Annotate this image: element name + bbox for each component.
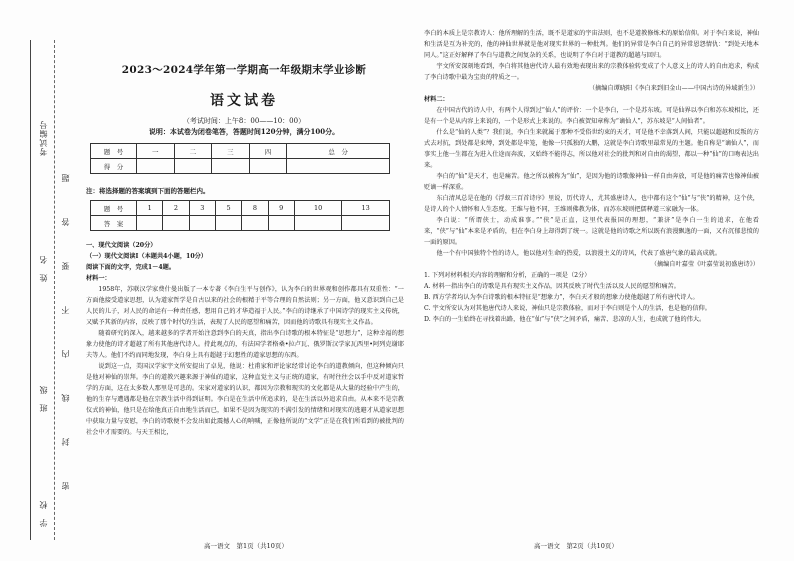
answer-question-number: 2	[163, 201, 189, 216]
option-c: C. 宇文所安认为对其他唐代诗人来说，神仙只是宗教体验，而对于李白则是个人的生活，也是他的信仰。	[424, 305, 711, 312]
score-cell-section: 四	[249, 144, 287, 159]
exam-rule-note: 说明：本试卷为闭卷笔答，答题时间120分钟，满分100分。	[148, 127, 340, 136]
score-input-cell[interactable]	[249, 159, 287, 174]
paragraph: 李白的“仙”是天才，也是痛苦。他之所以被称为“仙”，是因为他的诗歌像神仙一样自由奔放，可是他的痛苦也像神仙被贬谪一样深重。	[424, 173, 759, 191]
subsection-heading: （一）现代文阅读Ⅰ（本题共4小题，10分）	[86, 253, 207, 260]
paragraph: 什么是“仙的人类”？我们说，李白生来就属于那种不受俗世约束的天才，可是他不幸落到人间，只能以超越和反叛的方式去对抗，到处都是束缚，到处都是牢笼，他像一只孤独的大鹏，这就是李白诗歌里最常见的主题。他自称是“谪仙人”，而事实上他一生都在为进入仕途而奔波，又始终不能得志，所以他对社会的批判和对自由的渴望，都以一种“仙”的口吻表达出来。	[424, 129, 759, 169]
answer-table-header-row	[91, 201, 390, 216]
answer-question-number: 1	[137, 201, 163, 216]
answer-question-number: 5	[215, 201, 241, 216]
answer-input-cell[interactable]	[242, 216, 268, 231]
material-one-label: 材料一：	[86, 275, 111, 282]
question-stem: 1. 下列对材料相关内容的理解和分析，正确的一项是（2分）	[424, 272, 591, 279]
answer-input-cell[interactable]	[163, 216, 189, 231]
section-heading: 一、现代文阅读（20分）	[86, 242, 157, 249]
exam-year-title: 2023～2024学年第一学期高一年级期末学业诊断	[121, 64, 367, 76]
score-cell-section: 二	[174, 144, 212, 159]
subject-title: 语文试卷	[210, 93, 278, 109]
paragraph: 宇文所安深刻地看到，李白将其他唐代诗人最有效地表现出来的宗教体验转变成了个人意义上的诗人的自由追求，构成了李白诗歌中最为宝贵的特质之一。	[424, 63, 759, 81]
answer-row-label: 答 案	[91, 216, 137, 231]
left-page-footer: 高一语文 第1页（共10页）	[204, 542, 288, 550]
paragraph: 东白清风总是在他的《浮蚁三百首诗序》里说，历代诗人，尤其盛唐诗人，也中都有这个“仙”与“侠”的精神，这个侠，是诗人的个人情怀和人生态度。王维与他不同，王维则佛教为体，而苏东坡则把儒释道三家融为一体。	[424, 195, 759, 213]
answer-table	[90, 200, 390, 231]
right-body-text	[424, 28, 759, 534]
option-d: D. 李白的一生始终在寻找着出路，他在“仙”与“侠”之间矛盾，痛苦、悲凉的人生，也成就了他的伟大。	[424, 316, 706, 323]
option-b: B. 西方学者均认为李白诗歌的根本特征是“想象力”，李白天才般的想象力使他超越了所有唐代诗人。	[424, 294, 699, 301]
right-page-footer: 高一语文 第2页（共10页）	[534, 542, 618, 550]
name-label: 姓 名	[39, 255, 48, 282]
source-citation: （摘编自谭晓阳《李白来到旧金山——中国古诗的异域新生》）	[588, 85, 759, 92]
option-a: A. 材料一指出李白的诗歌是具有现实主义作品，因其反映了时代生活以及人民的愿望和痛苦。	[424, 283, 680, 290]
score-table-header-row	[91, 144, 390, 159]
seal-line-text: 密 封 线 内 不 要 答 题	[61, 160, 70, 490]
score-cell-section: 三	[212, 144, 250, 159]
left-column	[84, 0, 404, 561]
answer-input-cell[interactable]	[268, 216, 294, 231]
answer-input-cell[interactable]	[189, 216, 215, 231]
paragraph: 在中国古代的诗人中，有两个人得到过“仙人”的评价：一个是李白，一个是苏东坡。可是仙界以李白和苏东坡相比，还是有一个是从内容上来说的，一个是形式上来说的。李白被贺知章称为“谪仙人”，苏东坡是“人间仙者”。	[424, 107, 759, 125]
paragraph: 他一个有中国独特个性的诗人，他以他对生命的热爱，以浪漫主义的诗风，代表了盛唐气象的最高成就。	[436, 250, 722, 257]
exam-time-note: （考试时间：上午8：00——10：00）	[182, 117, 306, 125]
score-table-score-row	[91, 159, 390, 174]
answer-input-cell[interactable]	[294, 216, 342, 231]
answer-question-number: 13	[342, 201, 390, 216]
score-row-label: 得 分	[91, 159, 137, 174]
material-two-label: 材料二：	[424, 96, 449, 103]
left-body-text	[86, 240, 404, 536]
school-label: 学 校	[39, 500, 48, 527]
answer-cell-label: 题 号	[91, 201, 137, 216]
reading-instruction: 阅读下面的文字，完成1－4题。	[86, 264, 176, 271]
paragraph: 李白说：“所谓侠士，动成谁事。”“侠”是正直，这里代表报国的理想，“兼济”是李白一生的追求，在他看来，“侠”与“仙”本来是矛盾的，但在李白身上却得到了统一。这就是他的诗歌之所以既有浪漫飘逸的一面，又有沉郁悲愤的一面的原因。	[424, 217, 759, 246]
exam-number-label: 考试编号	[39, 120, 48, 156]
answer-question-number: 8	[242, 201, 268, 216]
paragraph: 李白的本质上是宗教诗人：他所理解的生活，既不是道家的宇宙法则，也不是道教修炼术的原始信仰。对于李白来说，神仙和生活是互为补充的，他的神仙世界就是他对现实世界的一种批判。他们的异常是李白自己的异常恩怨情仇：“到处天地本同人。”这正好解释了李白与道教之间复杂的关系，也说明了李白对于道教的超越与回归。	[424, 30, 759, 59]
answer-note: 注：将选择题的答案填到下面的答题栏内。	[86, 187, 210, 195]
score-input-cell[interactable]	[174, 159, 212, 174]
outer-rule	[30, 40, 31, 540]
score-cell-label: 题 号	[91, 144, 137, 159]
paragraph: 说到这一点，美国汉学家宇文所安提出了卓见，他说：杜甫家和评论家经常讨论李白的道教倾向，但这种倾向只是他对神仙的崇拜。李白的道教兴趣来源于神仙的道家，这种直觉主义与正统的道家，有时往往会以手中反对道家哲学的方面，这在太多数人那里是可悲的。宋家对道家的认识，都因为宗教和现实的文化都是从大量的经验中产生的，他的生存与遭遇都是他在宗教生活中得到证明。李白是在生活中所追求的，是在生活以外追求自由。从本来不是宗教仪式的神仙，他只是在给他真正自由地生活而已，如果不是因为现实的不满引发的情绪和对现实的逃避才从道家思想中获取力量与安慰，李白的诗歌便不会发出如此震撼人心的呐喊，正像他所说的“文学”正是在我们所看到的被批判的社会中才需要的。与天王相比，	[86, 363, 404, 436]
answer-question-number: 10	[294, 201, 342, 216]
paragraph: 1958年，苏联汉学家费什曼出版了一本专著《李白生平与创作》，认为李白的世界观和创作都具有双重性：“一方面他接受道家思想，认为道家哲学是自古以来的社会的根精于平等合理的自然法则；另一方面，他又意识到自己是人民的儿子，对人民的命运有一种责任感，想用自己的才华造福于人民。”李白的诗继承了中国诗学的现实主义传统，又赋予其新的内容，反映了那个时代的生活，表现了人民的愿望和痛苦，因而他的诗歌具有现实主义作品。	[86, 286, 404, 326]
score-input-cell[interactable]	[212, 159, 250, 174]
score-input-cell[interactable]	[137, 159, 175, 174]
right-column	[424, 0, 759, 561]
answer-question-number: 3	[189, 201, 215, 216]
score-input-cell[interactable]	[287, 159, 390, 174]
paragraph: 随着研究的深入，越来越多的学者开始注意到李白的天真，指出李白诗歌的根本特征是“思想力”，这种幸福的想象力使他的诗才超越了所有其他唐代诗人。持此观点的，有法国学者格桑•拉卢瓦、俄罗斯汉学家瓦西里•阿列克谢耶夫等人。他们不约而同地发现，李白身上具有超越于幻想性的道家思想的东西。	[86, 330, 404, 359]
binding-margin	[0, 0, 72, 561]
source-citation: （摘编自叶嘉莹《叶嘉莹说初盛唐诗》）	[650, 261, 759, 268]
answer-table-answer-row	[91, 216, 390, 231]
answer-input-cell[interactable]	[137, 216, 163, 231]
answer-question-number: 9	[268, 201, 294, 216]
class-label: 班 级	[39, 385, 48, 412]
answer-input-cell[interactable]	[215, 216, 241, 231]
score-cell-total: 总 分	[287, 144, 390, 159]
answer-input-cell[interactable]	[342, 216, 390, 231]
seal-line	[54, 40, 55, 540]
score-cell-section: 一	[137, 144, 175, 159]
score-table	[90, 143, 390, 174]
